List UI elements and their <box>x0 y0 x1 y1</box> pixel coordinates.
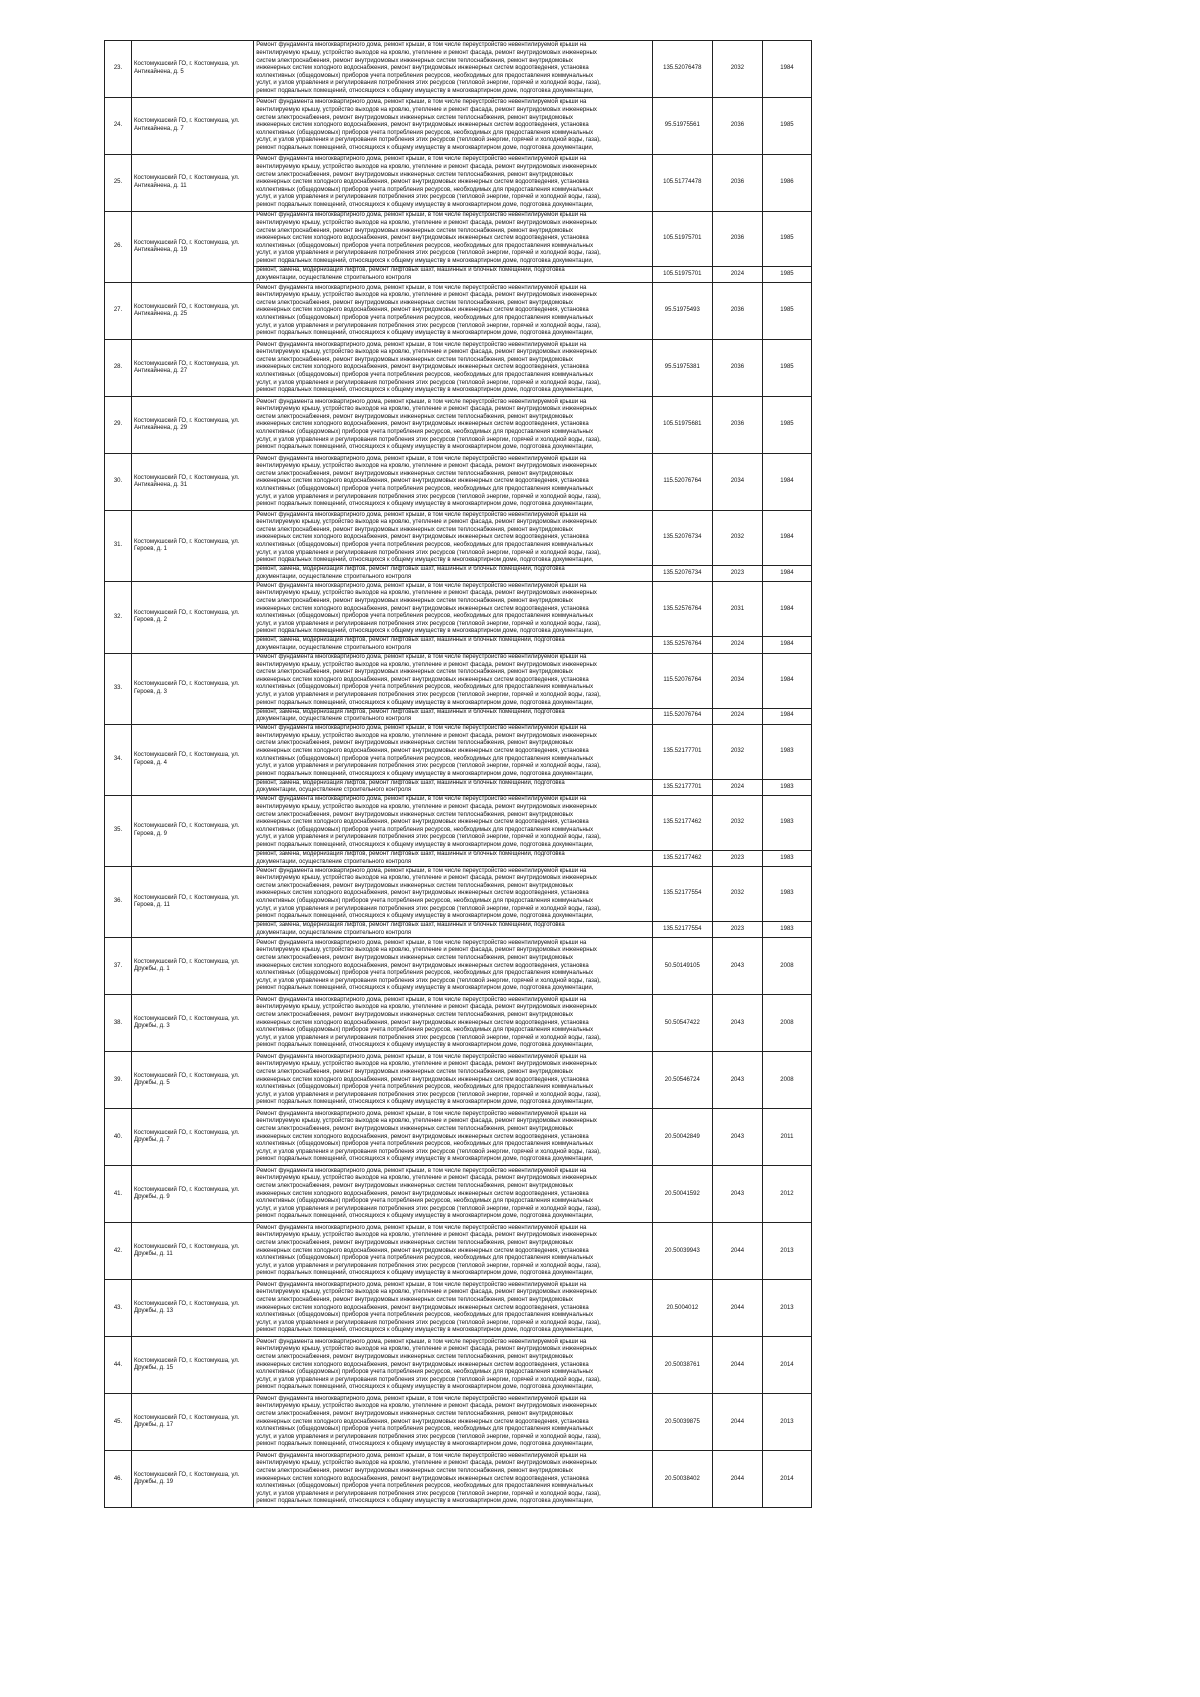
works-cell: Ремонт фундамента многоквартирного дома, ремонт крыши, в том числе переустройство невентилируемой крыши на вентилируемую крышу, устройство выходов на кровлю, утепление и ремонт фасада, ремонт внутридомовых инженерных систем электроснабжения, ремонт внутридомовых инженерных систем теплоснабжения, ремонт внутридомовых инженерных систем холодного водоснабжения, ремонт внутридомовых инженерных систем водоотведения, установка коллективных (общедомовых) приборов учета потребления ресурсов, необходимых для предоставления коммунальных услуг, и узлов управления и регулирования потребления этих ресурсов (тепловой энергии, горячей и холодной воды, газа), ремонт подвальных помещений, относящихся к общему имуществу в многоквартирном доме, подготовка документации, <box>254 212 653 267</box>
built-year-cell: 1983 <box>762 922 811 938</box>
table-row <box>105 454 812 511</box>
value-cell: 135.52076478 <box>652 41 712 98</box>
table-row <box>105 653 812 708</box>
address-cell: Костомукшский ГО, г. Костомукша, ул. Героев, д. 3 <box>132 653 254 724</box>
works-cell: Ремонт фундамента многоквартирного дома, ремонт крыши, в том числе переустройство невентилируемой крыши на вентилируемую крышу, устройство выходов на кровлю, утепление и ремонт фасада, ремонт внутридомовых инженерных систем электроснабжения, ремонт внутридомовых инженерных систем теплоснабжения, ремонт внутридомовых инженерных систем холодного водоснабжения, ремонт внутридомовых инженерных систем водоотведения, установка коллективных (общедомовых) приборов учета потребления ресурсов, необходимых для предоставления коммунальных услуг, и узлов управления и регулирования потребления этих ресурсов (тепловой энергии, горячей и холодной воды, газа), ремонт подвальных помещений, относящихся к общему имуществу в многоквартирном доме, подготовка документации, <box>254 1109 653 1166</box>
table-row <box>105 283 812 340</box>
built-year-cell: 1985 <box>762 267 811 283</box>
value-cell: 105.51975681 <box>652 397 712 454</box>
address-cell: Костомукшский ГО, г. Костомукша, ул. Дружбы, д. 7 <box>132 1109 254 1166</box>
table-row <box>105 938 812 995</box>
year-cell: 2036 <box>712 397 762 454</box>
value-cell: 135.52576764 <box>652 582 712 637</box>
row-number: 30. <box>105 454 132 511</box>
table-row <box>105 1280 812 1337</box>
works-cell: Ремонт фундамента многоквартирного дома, ремонт крыши, в том числе переустройство невентилируемой крыши на вентилируемую крышу, устройство выходов на кровлю, утепление и ремонт фасада, ремонт внутридомовых инженерных систем электроснабжения, ремонт внутридомовых инженерных систем теплоснабжения, ремонт внутридомовых инженерных систем холодного водоснабжения, ремонт внутридомовых инженерных систем водоотведения, установка коллективных (общедомовых) приборов учета потребления ресурсов, необходимых для предоставления коммунальных услуг, и узлов управления и регулирования потребления этих ресурсов (тепловой энергии, горячей и холодной воды, газа), ремонт подвальных помещений, относящихся к общему имуществу в многоквартирном доме, подготовка документации, <box>254 454 653 511</box>
works-cell: Ремонт фундамента многоквартирного дома, ремонт крыши, в том числе переустройство невентилируемой крыши на вентилируемую крышу, устройство выходов на кровлю, утепление и ремонт фасада, ремонт внутридомовых инженерных систем электроснабжения, ремонт внутридомовых инженерных систем теплоснабжения, ремонт внутридомовых инженерных систем холодного водоснабжения, ремонт внутридомовых инженерных систем водоотведения, установка коллективных (общедомовых) приборов учета потребления ресурсов, необходимых для предоставления коммунальных услуг, и узлов управления и регулирования потребления этих ресурсов (тепловой энергии, горячей и холодной воды, газа), ремонт подвальных помещений, относящихся к общему имуществу в многоквартирном доме, подготовка документации, <box>254 1394 653 1451</box>
value-cell: 20.50546724 <box>652 1052 712 1109</box>
address-cell: Костомукшский ГО, г. Костомукша, ул. Дружбы, д. 5 <box>132 1052 254 1109</box>
value-cell: 20.50038402 <box>652 1451 712 1508</box>
works-cell: Ремонт фундамента многоквартирного дома, ремонт крыши, в том числе переустройство невентилируемой крыши на вентилируемую крышу, устройство выходов на кровлю, утепление и ремонт фасада, ремонт внутридомовых инженерных систем электроснабжения, ремонт внутридомовых инженерных систем теплоснабжения, ремонт внутридомовых инженерных систем холодного водоснабжения, ремонт внутридомовых инженерных систем водоотведения, установка коллективных (общедомовых) приборов учета потребления ресурсов, необходимых для предоставления коммунальных услуг, и узлов управления и регулирования потребления этих ресурсов (тепловой энергии, горячей и холодной воды, газа), ремонт подвальных помещений, относящихся к общему имуществу в многоквартирном доме, подготовка документации, <box>254 155 653 212</box>
table-row <box>105 995 812 1052</box>
works-cell: Ремонт фундамента многоквартирного дома, ремонт крыши, в том числе переустройство невентилируемой крыши на вентилируемую крышу, устройство выходов на кровлю, утепление и ремонт фасада, ремонт внутридомовых инженерных систем электроснабжения, ремонт внутридомовых инженерных систем теплоснабжения, ремонт внутридомовых инженерных систем холодного водоснабжения, ремонт внутридомовых инженерных систем водоотведения, установка коллективных (общедомовых) приборов учета потребления ресурсов, необходимых для предоставления коммунальных услуг, и узлов управления и регулирования потребления этих ресурсов (тепловой энергии, горячей и холодной воды, газа), ремонт подвальных помещений, относящихся к общему имуществу в многоквартирном доме, подготовка документации, <box>254 41 653 98</box>
value-cell: 50.50149105 <box>652 938 712 995</box>
value-cell: 135.52576764 <box>652 637 712 653</box>
row-number: 31. <box>105 511 132 582</box>
works-cell: Ремонт фундамента многоквартирного дома, ремонт крыши, в том числе переустройство невентилируемой крыши на вентилируемую крышу, устройство выходов на кровлю, утепление и ремонт фасада, ремонт внутридомовых инженерных систем электроснабжения, ремонт внутридомовых инженерных систем теплоснабжения, ремонт внутридомовых инженерных систем холодного водоснабжения, ремонт внутридомовых инженерных систем водоотведения, установка коллективных (общедомовых) приборов учета потребления ресурсов, необходимых для предоставления коммунальных услуг, и узлов управления и регулирования потребления этих ресурсов (тепловой энергии, горячей и холодной воды, газа), ремонт подвальных помещений, относящихся к общему имуществу в многоквартирном доме, подготовка документации, <box>254 795 653 850</box>
year-cell: 2034 <box>712 454 762 511</box>
works-cell: ремонт, замена, модернизация лифтов, ремонт лифтовых шахт, машинных и блочных помещений, подготовка документации, осуществление строительного контроля <box>254 267 653 283</box>
value-cell: 105.51975701 <box>652 267 712 283</box>
row-number: 37. <box>105 938 132 995</box>
value-cell: 95.51975381 <box>652 340 712 397</box>
table-row <box>105 1052 812 1109</box>
table-row <box>105 1109 812 1166</box>
row-number: 33. <box>105 653 132 724</box>
built-year-cell: 2014 <box>762 1337 811 1394</box>
year-cell: 2044 <box>712 1394 762 1451</box>
year-cell: 2043 <box>712 938 762 995</box>
table-row <box>105 41 812 98</box>
row-number: 28. <box>105 340 132 397</box>
year-cell: 2024 <box>712 637 762 653</box>
table-row <box>105 1451 812 1508</box>
built-year-cell: 1986 <box>762 155 811 212</box>
built-year-cell: 1984 <box>762 582 811 637</box>
works-cell: Ремонт фундамента многоквартирного дома, ремонт крыши, в том числе переустройство невентилируемой крыши на вентилируемую крышу, устройство выходов на кровлю, утепление и ремонт фасада, ремонт внутридомовых инженерных систем электроснабжения, ремонт внутридомовых инженерных систем теплоснабжения, ремонт внутридомовых инженерных систем холодного водоснабжения, ремонт внутридомовых инженерных систем водоотведения, установка коллективных (общедомовых) приборов учета потребления ресурсов, необходимых для предоставления коммунальных услуг, и узлов управления и регулирования потребления этих ресурсов (тепловой энергии, горячей и холодной воды, газа), ремонт подвальных помещений, относящихся к общему имуществу в многоквартирном доме, подготовка документации, <box>254 938 653 995</box>
address-cell: Костомукшский ГО, г. Костомукша, ул. Антикайнена, д. 25 <box>132 283 254 340</box>
value-cell: 115.52076764 <box>652 708 712 724</box>
row-number: 45. <box>105 1394 132 1451</box>
works-cell: ремонт, замена, модернизация лифтов, ремонт лифтовых шахт, машинных и блочных помещений, подготовка документации, осуществление строительного контроля <box>254 922 653 938</box>
row-number: 32. <box>105 582 132 653</box>
capital-repair-table <box>104 40 812 1508</box>
value-cell: 105.51774478 <box>652 155 712 212</box>
built-year-cell: 1984 <box>762 566 811 582</box>
table-row <box>105 155 812 212</box>
address-cell: Костомукшский ГО, г. Костомукша, ул. Дружбы, д. 1 <box>132 938 254 995</box>
works-cell: ремонт, замена, модернизация лифтов, ремонт лифтовых шахт, машинных и блочных помещений, подготовка документации, осуществление строительного контроля <box>254 850 653 866</box>
built-year-cell: 1985 <box>762 212 811 267</box>
row-number: 34. <box>105 724 132 795</box>
year-cell: 2032 <box>712 795 762 850</box>
built-year-cell: 2011 <box>762 1109 811 1166</box>
works-cell: Ремонт фундамента многоквартирного дома, ремонт крыши, в том числе переустройство невентилируемой крыши на вентилируемую крышу, устройство выходов на кровлю, утепление и ремонт фасада, ремонт внутридомовых инженерных систем электроснабжения, ремонт внутридомовых инженерных систем теплоснабжения, ремонт внутридомовых инженерных систем холодного водоснабжения, ремонт внутридомовых инженерных систем водоотведения, установка коллективных (общедомовых) приборов учета потребления ресурсов, необходимых для предоставления коммунальных услуг, и узлов управления и регулирования потребления этих ресурсов (тепловой энергии, горячей и холодной воды, газа), ремонт подвальных помещений, относящихся к общему имуществу в многоквартирном доме, подготовка документации, <box>254 582 653 637</box>
row-number: 39. <box>105 1052 132 1109</box>
built-year-cell: 1983 <box>762 724 811 779</box>
year-cell: 2043 <box>712 1052 762 1109</box>
built-year-cell: 1983 <box>762 779 811 795</box>
address-cell: Костомукшский ГО, г. Костомукша, ул. Антикайнена, д. 29 <box>132 397 254 454</box>
address-cell: Костомукшский ГО, г. Костомукша, ул. Героев, д. 1 <box>132 511 254 582</box>
value-cell: 105.51975701 <box>652 212 712 267</box>
year-cell: 2032 <box>712 41 762 98</box>
built-year-cell: 1984 <box>762 454 811 511</box>
year-cell: 2036 <box>712 155 762 212</box>
works-cell: ремонт, замена, модернизация лифтов, ремонт лифтовых шахт, машинных и блочных помещений, подготовка документации, осуществление строительного контроля <box>254 779 653 795</box>
row-number: 29. <box>105 397 132 454</box>
built-year-cell: 1983 <box>762 795 811 850</box>
row-number: 36. <box>105 867 132 938</box>
address-cell: Костомукшский ГО, г. Костомукша, ул. Дружбы, д. 13 <box>132 1280 254 1337</box>
address-cell: Костомукшский ГО, г. Костомукша, ул. Дружбы, д. 17 <box>132 1394 254 1451</box>
year-cell: 2024 <box>712 267 762 283</box>
built-year-cell: 1984 <box>762 653 811 708</box>
year-cell: 2024 <box>712 779 762 795</box>
table-row <box>105 511 812 566</box>
table-row <box>105 724 812 779</box>
built-year-cell: 1984 <box>762 41 811 98</box>
works-cell: Ремонт фундамента многоквартирного дома, ремонт крыши, в том числе переустройство невентилируемой крыши на вентилируемую крышу, устройство выходов на кровлю, утепление и ремонт фасада, ремонт внутридомовых инженерных систем электроснабжения, ремонт внутридомовых инженерных систем теплоснабжения, ремонт внутридомовых инженерных систем холодного водоснабжения, ремонт внутридомовых инженерных систем водоотведения, установка коллективных (общедомовых) приборов учета потребления ресурсов, необходимых для предоставления коммунальных услуг, и узлов управления и регулирования потребления этих ресурсов (тепловой энергии, горячей и холодной воды, газа), ремонт подвальных помещений, относящихся к общему имуществу в многоквартирном доме, подготовка документации, <box>254 1280 653 1337</box>
value-cell: 135.52177554 <box>652 867 712 922</box>
year-cell: 2023 <box>712 850 762 866</box>
works-cell: ремонт, замена, модернизация лифтов, ремонт лифтовых шахт, машинных и блочных помещений, подготовка документации, осуществление строительного контроля <box>254 708 653 724</box>
address-cell: Костомукшский ГО, г. Костомукша, ул. Антикайнена, д. 19 <box>132 212 254 283</box>
document-page <box>104 40 812 1508</box>
works-cell: Ремонт фундамента многоквартирного дома, ремонт крыши, в том числе переустройство невентилируемой крыши на вентилируемую крышу, устройство выходов на кровлю, утепление и ремонт фасада, ремонт внутридомовых инженерных систем электроснабжения, ремонт внутридомовых инженерных систем теплоснабжения, ремонт внутридомовых инженерных систем холодного водоснабжения, ремонт внутридомовых инженерных систем водоотведения, установка коллективных (общедомовых) приборов учета потребления ресурсов, необходимых для предоставления коммунальных услуг, и узлов управления и регулирования потребления этих ресурсов (тепловой энергии, горячей и холодной воды, газа), ремонт подвальных помещений, относящихся к общему имуществу в многоквартирном доме, подготовка документации, <box>254 511 653 566</box>
address-cell: Костомукшский ГО, г. Костомукша, ул. Дружбы, д. 11 <box>132 1223 254 1280</box>
value-cell: 20.50039875 <box>652 1394 712 1451</box>
table-row <box>105 98 812 155</box>
year-cell: 2044 <box>712 1280 762 1337</box>
works-cell: Ремонт фундамента многоквартирного дома, ремонт крыши, в том числе переустройство невентилируемой крыши на вентилируемую крышу, устройство выходов на кровлю, утепление и ремонт фасада, ремонт внутридомовых инженерных систем электроснабжения, ремонт внутридомовых инженерных систем теплоснабжения, ремонт внутридомовых инженерных систем холодного водоснабжения, ремонт внутридомовых инженерных систем водоотведения, установка коллективных (общедомовых) приборов учета потребления ресурсов, необходимых для предоставления коммунальных услуг, и узлов управления и регулирования потребления этих ресурсов (тепловой энергии, горячей и холодной воды, газа), ремонт подвальных помещений, относящихся к общему имуществу в многоквартирном доме, подготовка документации, <box>254 283 653 340</box>
address-cell: Костомукшский ГО, г. Костомукша, ул. Антикайнена, д. 11 <box>132 155 254 212</box>
table-row <box>105 1394 812 1451</box>
value-cell: 115.52076764 <box>652 454 712 511</box>
built-year-cell: 2012 <box>762 1166 811 1223</box>
row-number: 27. <box>105 283 132 340</box>
built-year-cell: 1985 <box>762 283 811 340</box>
built-year-cell: 1984 <box>762 637 811 653</box>
works-cell: Ремонт фундамента многоквартирного дома, ремонт крыши, в том числе переустройство невентилируемой крыши на вентилируемую крышу, устройство выходов на кровлю, утепление и ремонт фасада, ремонт внутридомовых инженерных систем электроснабжения, ремонт внутридомовых инженерных систем теплоснабжения, ремонт внутридомовых инженерных систем холодного водоснабжения, ремонт внутридомовых инженерных систем водоотведения, установка коллективных (общедомовых) приборов учета потребления ресурсов, необходимых для предоставления коммунальных услуг, и узлов управления и регулирования потребления этих ресурсов (тепловой энергии, горячей и холодной воды, газа), ремонт подвальных помещений, относящихся к общему имуществу в многоквартирном доме, подготовка документации, <box>254 995 653 1052</box>
value-cell: 50.50547422 <box>652 995 712 1052</box>
address-cell: Костомукшский ГО, г. Костомукша, ул. Антикайнена, д. 27 <box>132 340 254 397</box>
year-cell: 2024 <box>712 708 762 724</box>
table-row <box>105 212 812 267</box>
year-cell: 2044 <box>712 1451 762 1508</box>
built-year-cell: 1985 <box>762 98 811 155</box>
works-cell: Ремонт фундамента многоквартирного дома, ремонт крыши, в том числе переустройство невентилируемой крыши на вентилируемую крышу, устройство выходов на кровлю, утепление и ремонт фасада, ремонт внутридомовых инженерных систем электроснабжения, ремонт внутридомовых инженерных систем теплоснабжения, ремонт внутридомовых инженерных систем холодного водоснабжения, ремонт внутридомовых инженерных систем водоотведения, установка коллективных (общедомовых) приборов учета потребления ресурсов, необходимых для предоставления коммунальных услуг, и узлов управления и регулирования потребления этих ресурсов (тепловой энергии, горячей и холодной воды, газа), ремонт подвальных помещений, относящихся к общему имуществу в многоквартирном доме, подготовка документации, <box>254 1052 653 1109</box>
row-number: 44. <box>105 1337 132 1394</box>
year-cell: 2044 <box>712 1337 762 1394</box>
table-row <box>105 1223 812 1280</box>
address-cell: Костомукшский ГО, г. Костомукша, ул. Героев, д. 9 <box>132 795 254 866</box>
year-cell: 2034 <box>712 653 762 708</box>
works-cell: ремонт, замена, модернизация лифтов, ремонт лифтовых шахт, машинных и блочных помещений, подготовка документации, осуществление строительного контроля <box>254 637 653 653</box>
built-year-cell: 1985 <box>762 397 811 454</box>
table-row <box>105 397 812 454</box>
value-cell: 115.52076764 <box>652 653 712 708</box>
works-cell: Ремонт фундамента многоквартирного дома, ремонт крыши, в том числе переустройство невентилируемой крыши на вентилируемую крышу, устройство выходов на кровлю, утепление и ремонт фасада, ремонт внутридомовых инженерных систем электроснабжения, ремонт внутридомовых инженерных систем теплоснабжения, ремонт внутридомовых инженерных систем холодного водоснабжения, ремонт внутридомовых инженерных систем водоотведения, установка коллективных (общедомовых) приборов учета потребления ресурсов, необходимых для предоставления коммунальных услуг, и узлов управления и регулирования потребления этих ресурсов (тепловой энергии, горячей и холодной воды, газа), ремонт подвальных помещений, относящихся к общему имуществу в многоквартирном доме, подготовка документации, <box>254 397 653 454</box>
built-year-cell: 2013 <box>762 1223 811 1280</box>
built-year-cell: 2013 <box>762 1394 811 1451</box>
year-cell: 2032 <box>712 867 762 922</box>
built-year-cell: 2008 <box>762 995 811 1052</box>
row-number: 24. <box>105 98 132 155</box>
row-number: 25. <box>105 155 132 212</box>
built-year-cell: 1984 <box>762 708 811 724</box>
value-cell: 135.52177554 <box>652 922 712 938</box>
built-year-cell: 2008 <box>762 938 811 995</box>
year-cell: 2044 <box>712 1223 762 1280</box>
year-cell: 2036 <box>712 212 762 267</box>
works-cell: Ремонт фундамента многоквартирного дома, ремонт крыши, в том числе переустройство невентилируемой крыши на вентилируемую крышу, устройство выходов на кровлю, утепление и ремонт фасада, ремонт внутридомовых инженерных систем электроснабжения, ремонт внутридомовых инженерных систем теплоснабжения, ремонт внутридомовых инженерных систем холодного водоснабжения, ремонт внутридомовых инженерных систем водоотведения, установка коллективных (общедомовых) приборов учета потребления ресурсов, необходимых для предоставления коммунальных услуг, и узлов управления и регулирования потребления этих ресурсов (тепловой энергии, горячей и холодной воды, газа), ремонт подвальных помещений, относящихся к общему имуществу в многоквартирном доме, подготовка документации, <box>254 1337 653 1394</box>
built-year-cell: 2013 <box>762 1280 811 1337</box>
table-row <box>105 795 812 850</box>
address-cell: Костомукшский ГО, г. Костомукша, ул. Антикайнена, д. 7 <box>132 98 254 155</box>
value-cell: 135.52177462 <box>652 795 712 850</box>
table-row <box>105 1166 812 1223</box>
address-cell: Костомукшский ГО, г. Костомукша, ул. Дружбы, д. 19 <box>132 1451 254 1508</box>
value-cell: 95.51975561 <box>652 98 712 155</box>
value-cell: 20.50038761 <box>652 1337 712 1394</box>
year-cell: 2032 <box>712 511 762 566</box>
works-cell: Ремонт фундамента многоквартирного дома, ремонт крыши, в том числе переустройство невентилируемой крыши на вентилируемую крышу, устройство выходов на кровлю, утепление и ремонт фасада, ремонт внутридомовых инженерных систем электроснабжения, ремонт внутридомовых инженерных систем теплоснабжения, ремонт внутридомовых инженерных систем холодного водоснабжения, ремонт внутридомовых инженерных систем водоотведения, установка коллективных (общедомовых) приборов учета потребления ресурсов, необходимых для предоставления коммунальных услуг, и узлов управления и регулирования потребления этих ресурсов (тепловой энергии, горячей и холодной воды, газа), ремонт подвальных помещений, относящихся к общему имуществу в многоквартирном доме, подготовка документации, <box>254 340 653 397</box>
built-year-cell: 2008 <box>762 1052 811 1109</box>
year-cell: 2036 <box>712 340 762 397</box>
built-year-cell: 1984 <box>762 511 811 566</box>
value-cell: 135.52177701 <box>652 724 712 779</box>
address-cell: Костомукшский ГО, г. Костомукша, ул. Антикайнена, д. 5 <box>132 41 254 98</box>
built-year-cell: 2014 <box>762 1451 811 1508</box>
row-number: 38. <box>105 995 132 1052</box>
built-year-cell: 1983 <box>762 867 811 922</box>
year-cell: 2036 <box>712 98 762 155</box>
value-cell: 20.50039943 <box>652 1223 712 1280</box>
address-cell: Костомукшский ГО, г. Костомукша, ул. Дружбы, д. 9 <box>132 1166 254 1223</box>
row-number: 26. <box>105 212 132 283</box>
row-number: 35. <box>105 795 132 866</box>
address-cell: Костомукшский ГО, г. Костомукша, ул. Дружбы, д. 3 <box>132 995 254 1052</box>
year-cell: 2023 <box>712 922 762 938</box>
built-year-cell: 1985 <box>762 340 811 397</box>
table-body <box>105 41 812 1508</box>
year-cell: 2031 <box>712 582 762 637</box>
works-cell: ремонт, замена, модернизация лифтов, ремонт лифтовых шахт, машинных и блочных помещений, подготовка документации, осуществление строительного контроля <box>254 566 653 582</box>
address-cell: Костомукшский ГО, г. Костомукша, ул. Героев, д. 11 <box>132 867 254 938</box>
value-cell: 20.5004012 <box>652 1280 712 1337</box>
year-cell: 2043 <box>712 1109 762 1166</box>
works-cell: Ремонт фундамента многоквартирного дома, ремонт крыши, в том числе переустройство невентилируемой крыши на вентилируемую крышу, устройство выходов на кровлю, утепление и ремонт фасада, ремонт внутридомовых инженерных систем электроснабжения, ремонт внутридомовых инженерных систем теплоснабжения, ремонт внутридомовых инженерных систем холодного водоснабжения, ремонт внутридомовых инженерных систем водоотведения, установка коллективных (общедомовых) приборов учета потребления ресурсов, необходимых для предоставления коммунальных услуг, и узлов управления и регулирования потребления этих ресурсов (тепловой энергии, горячей и холодной воды, газа), ремонт подвальных помещений, относящихся к общему имуществу в многоквартирном доме, подготовка документации, <box>254 1166 653 1223</box>
value-cell: 135.52076734 <box>652 511 712 566</box>
year-cell: 2032 <box>712 724 762 779</box>
works-cell: Ремонт фундамента многоквартирного дома, ремонт крыши, в том числе переустройство невентилируемой крыши на вентилируемую крышу, устройство выходов на кровлю, утепление и ремонт фасада, ремонт внутридомовых инженерных систем электроснабжения, ремонт внутридомовых инженерных систем теплоснабжения, ремонт внутридомовых инженерных систем холодного водоснабжения, ремонт внутридомовых инженерных систем водоотведения, установка коллективных (общедомовых) приборов учета потребления ресурсов, необходимых для предоставления коммунальных услуг, и узлов управления и регулирования потребления этих ресурсов (тепловой энергии, горячей и холодной воды, газа), ремонт подвальных помещений, относящихся к общему имуществу в многоквартирном доме, подготовка документации, <box>254 867 653 922</box>
table-row <box>105 1337 812 1394</box>
row-number: 23. <box>105 41 132 98</box>
works-cell: Ремонт фундамента многоквартирного дома, ремонт крыши, в том числе переустройство невентилируемой крыши на вентилируемую крышу, устройство выходов на кровлю, утепление и ремонт фасада, ремонт внутридомовых инженерных систем электроснабжения, ремонт внутридомовых инженерных систем теплоснабжения, ремонт внутридомовых инженерных систем холодного водоснабжения, ремонт внутридомовых инженерных систем водоотведения, установка коллективных (общедомовых) приборов учета потребления ресурсов, необходимых для предоставления коммунальных услуг, и узлов управления и регулирования потребления этих ресурсов (тепловой энергии, горячей и холодной воды, газа), ремонт подвальных помещений, относящихся к общему имуществу в многоквартирном доме, подготовка документации, <box>254 1223 653 1280</box>
table-row <box>105 867 812 922</box>
address-cell: Костомукшский ГО, г. Костомукша, ул. Антикайнена, д. 31 <box>132 454 254 511</box>
year-cell: 2023 <box>712 566 762 582</box>
works-cell: Ремонт фундамента многоквартирного дома, ремонт крыши, в том числе переустройство невентилируемой крыши на вентилируемую крышу, устройство выходов на кровлю, утепление и ремонт фасада, ремонт внутридомовых инженерных систем электроснабжения, ремонт внутридомовых инженерных систем теплоснабжения, ремонт внутридомовых инженерных систем холодного водоснабжения, ремонт внутридомовых инженерных систем водоотведения, установка коллективных (общедомовых) приборов учета потребления ресурсов, необходимых для предоставления коммунальных услуг, и узлов управления и регулирования потребления этих ресурсов (тепловой энергии, горячей и холодной воды, газа), ремонт подвальных помещений, относящихся к общему имуществу в многоквартирном доме, подготовка документации, <box>254 653 653 708</box>
value-cell: 135.52177701 <box>652 779 712 795</box>
address-cell: Костомукшский ГО, г. Костомукша, ул. Героев, д. 2 <box>132 582 254 653</box>
year-cell: 2043 <box>712 995 762 1052</box>
row-number: 42. <box>105 1223 132 1280</box>
value-cell: 20.50042849 <box>652 1109 712 1166</box>
table-row <box>105 340 812 397</box>
year-cell: 2043 <box>712 1166 762 1223</box>
works-cell: Ремонт фундамента многоквартирного дома, ремонт крыши, в том числе переустройство невентилируемой крыши на вентилируемую крышу, устройство выходов на кровлю, утепление и ремонт фасада, ремонт внутридомовых инженерных систем электроснабжения, ремонт внутридомовых инженерных систем теплоснабжения, ремонт внутридомовых инженерных систем холодного водоснабжения, ремонт внутридомовых инженерных систем водоотведения, установка коллективных (общедомовых) приборов учета потребления ресурсов, необходимых для предоставления коммунальных услуг, и узлов управления и регулирования потребления этих ресурсов (тепловой энергии, горячей и холодной воды, газа), ремонт подвальных помещений, относящихся к общему имуществу в многоквартирном доме, подготовка документации, <box>254 1451 653 1508</box>
row-number: 43. <box>105 1280 132 1337</box>
works-cell: Ремонт фундамента многоквартирного дома, ремонт крыши, в том числе переустройство невентилируемой крыши на вентилируемую крышу, устройство выходов на кровлю, утепление и ремонт фасада, ремонт внутридомовых инженерных систем электроснабжения, ремонт внутридомовых инженерных систем теплоснабжения, ремонт внутридомовых инженерных систем холодного водоснабжения, ремонт внутридомовых инженерных систем водоотведения, установка коллективных (общедомовых) приборов учета потребления ресурсов, необходимых для предоставления коммунальных услуг, и узлов управления и регулирования потребления этих ресурсов (тепловой энергии, горячей и холодной воды, газа), ремонт подвальных помещений, относящихся к общему имуществу в многоквартирном доме, подготовка документации, <box>254 724 653 779</box>
address-cell: Костомукшский ГО, г. Костомукша, ул. Героев, д. 4 <box>132 724 254 795</box>
year-cell: 2036 <box>712 283 762 340</box>
address-cell: Костомукшский ГО, г. Костомукша, ул. Дружбы, д. 15 <box>132 1337 254 1394</box>
value-cell: 135.52177462 <box>652 850 712 866</box>
built-year-cell: 1983 <box>762 850 811 866</box>
works-cell: Ремонт фундамента многоквартирного дома, ремонт крыши, в том числе переустройство невентилируемой крыши на вентилируемую крышу, устройство выходов на кровлю, утепление и ремонт фасада, ремонт внутридомовых инженерных систем электроснабжения, ремонт внутридомовых инженерных систем теплоснабжения, ремонт внутридомовых инженерных систем холодного водоснабжения, ремонт внутридомовых инженерных систем водоотведения, установка коллективных (общедомовых) приборов учета потребления ресурсов, необходимых для предоставления коммунальных услуг, и узлов управления и регулирования потребления этих ресурсов (тепловой энергии, горячей и холодной воды, газа), ремонт подвальных помещений, относящихся к общему имуществу в многоквартирном доме, подготовка документации, <box>254 98 653 155</box>
row-number: 46. <box>105 1451 132 1508</box>
value-cell: 135.52076734 <box>652 566 712 582</box>
table-row <box>105 582 812 637</box>
row-number: 41. <box>105 1166 132 1223</box>
row-number: 40. <box>105 1109 132 1166</box>
value-cell: 20.50041592 <box>652 1166 712 1223</box>
value-cell: 95.51975493 <box>652 283 712 340</box>
